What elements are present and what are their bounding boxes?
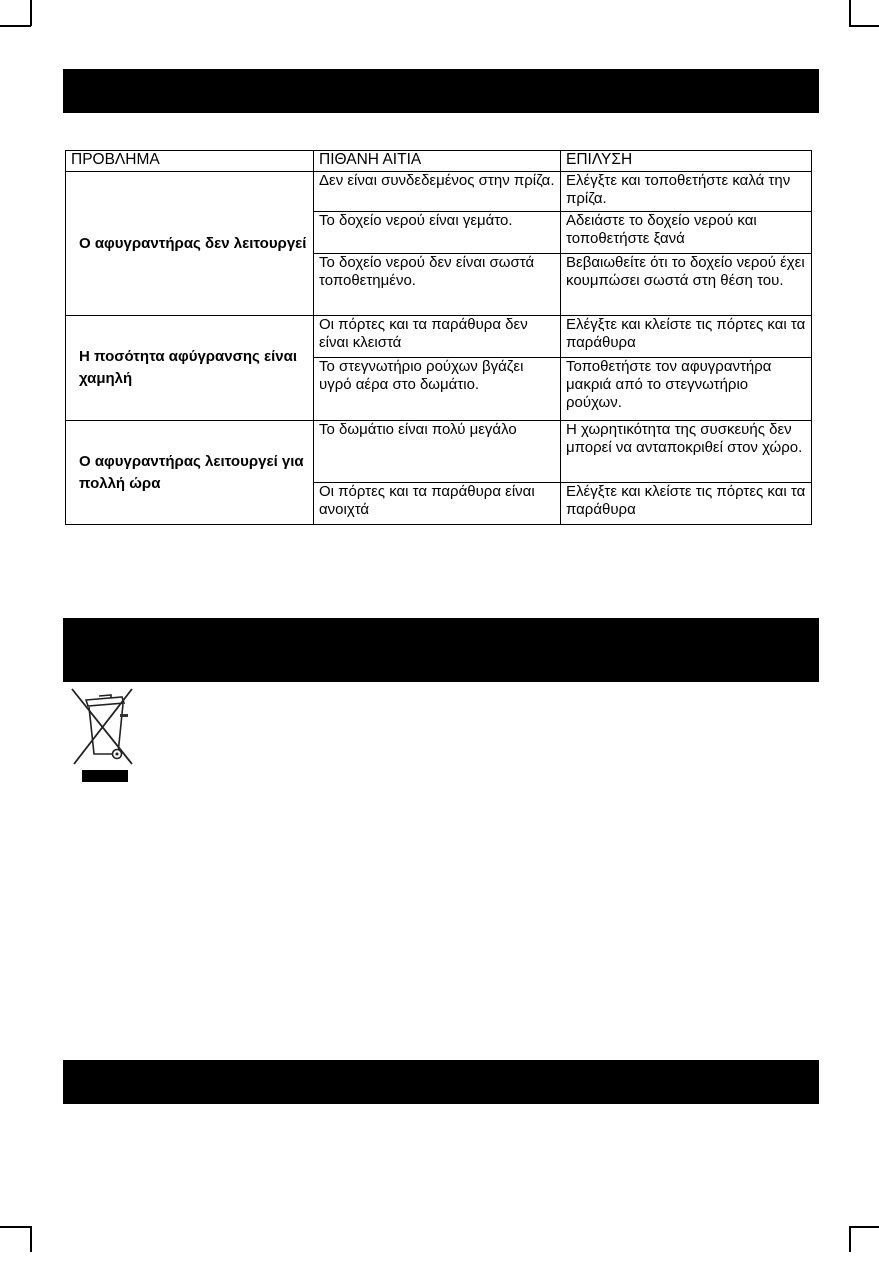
solution-cell: Ελέγξτε και τοποθετήστε καλά την πρίζα. xyxy=(561,172,812,212)
table-header-row xyxy=(66,151,812,172)
solution-cell: Αδειάστε το δοχείο νερού και τοποθετήστε ξανά xyxy=(561,212,812,254)
cause-cell: Οι πόρτες και τα παράθυρα δεν είναι κλειστά xyxy=(314,316,561,358)
crop-mark-top-right-v xyxy=(849,0,851,26)
problem-cell: Η ποσότητα αφύγρανσης είναι χαμηλή xyxy=(66,316,314,421)
crop-mark-bottom-left-h xyxy=(0,1226,31,1228)
crossed-out-wheelie-bin-icon xyxy=(66,684,141,787)
cause-cell: Δεν είναι συνδεδεμένος στην πρίζα. xyxy=(314,172,561,212)
table-row xyxy=(66,421,812,483)
column-header-problem: ΠΡΟΒΛΗΜΑ xyxy=(66,151,314,172)
section-header-bar xyxy=(63,618,819,682)
cause-cell: Το δωμάτιο είναι πολύ μεγάλο xyxy=(314,421,561,483)
crop-mark-bottom-right-h xyxy=(849,1226,879,1228)
solution-cell: Η χωρητικότητα της συσκευής δεν μπορεί να ανταποκριθεί στον χώρο. xyxy=(561,421,812,483)
solution-cell: Ελέγξτε και κλείστε τις πόρτες και τα παράθυρα xyxy=(561,316,812,358)
cause-cell: Το δοχείο νερού είναι γεμάτο. xyxy=(314,212,561,254)
solution-cell: Τοποθετήστε τον αφυγραντήρα μακριά από το στεγνωτήριο ρούχων. xyxy=(561,358,812,421)
solution-cell: Βεβαιωθείτε ότι το δοχείο νερού έχει κουμπώσει σωστά στη θέση του. xyxy=(561,254,812,316)
solution-cell: Ελέγξτε και κλείστε τις πόρτες και τα παράθυρα xyxy=(561,483,812,525)
crop-mark-bottom-left-v xyxy=(30,1226,32,1252)
section-header-bar xyxy=(63,69,819,113)
crop-mark-top-left-h xyxy=(0,25,31,27)
section-header-bar xyxy=(63,1060,819,1104)
column-header-solution: ΕΠΙΛΥΣΗ xyxy=(561,151,812,172)
cause-cell: Το δοχείο νερού δεν είναι σωστά τοποθετημένο. xyxy=(314,254,561,316)
crop-mark-top-left-v xyxy=(30,0,32,26)
troubleshooting-table xyxy=(65,150,812,525)
cause-cell: Το στεγνωτήριο ρούχων βγάζει υγρό αέρα στο δωμάτιο. xyxy=(314,358,561,421)
cause-cell: Οι πόρτες και τα παράθυρα είναι ανοιχτά xyxy=(314,483,561,525)
table-row xyxy=(66,316,812,358)
column-header-cause: ΠΙΘΑΝΗ ΑΙΤΙΑ xyxy=(314,151,561,172)
problem-cell: Ο αφυγραντήρας λειτουργεί για πολλή ώρα xyxy=(66,421,314,525)
crop-mark-top-right-h xyxy=(849,25,879,27)
problem-cell: Ο αφυγραντήρας δεν λειτουργεί xyxy=(66,172,314,316)
table-row xyxy=(66,172,812,212)
crop-mark-bottom-right-v xyxy=(849,1226,851,1252)
